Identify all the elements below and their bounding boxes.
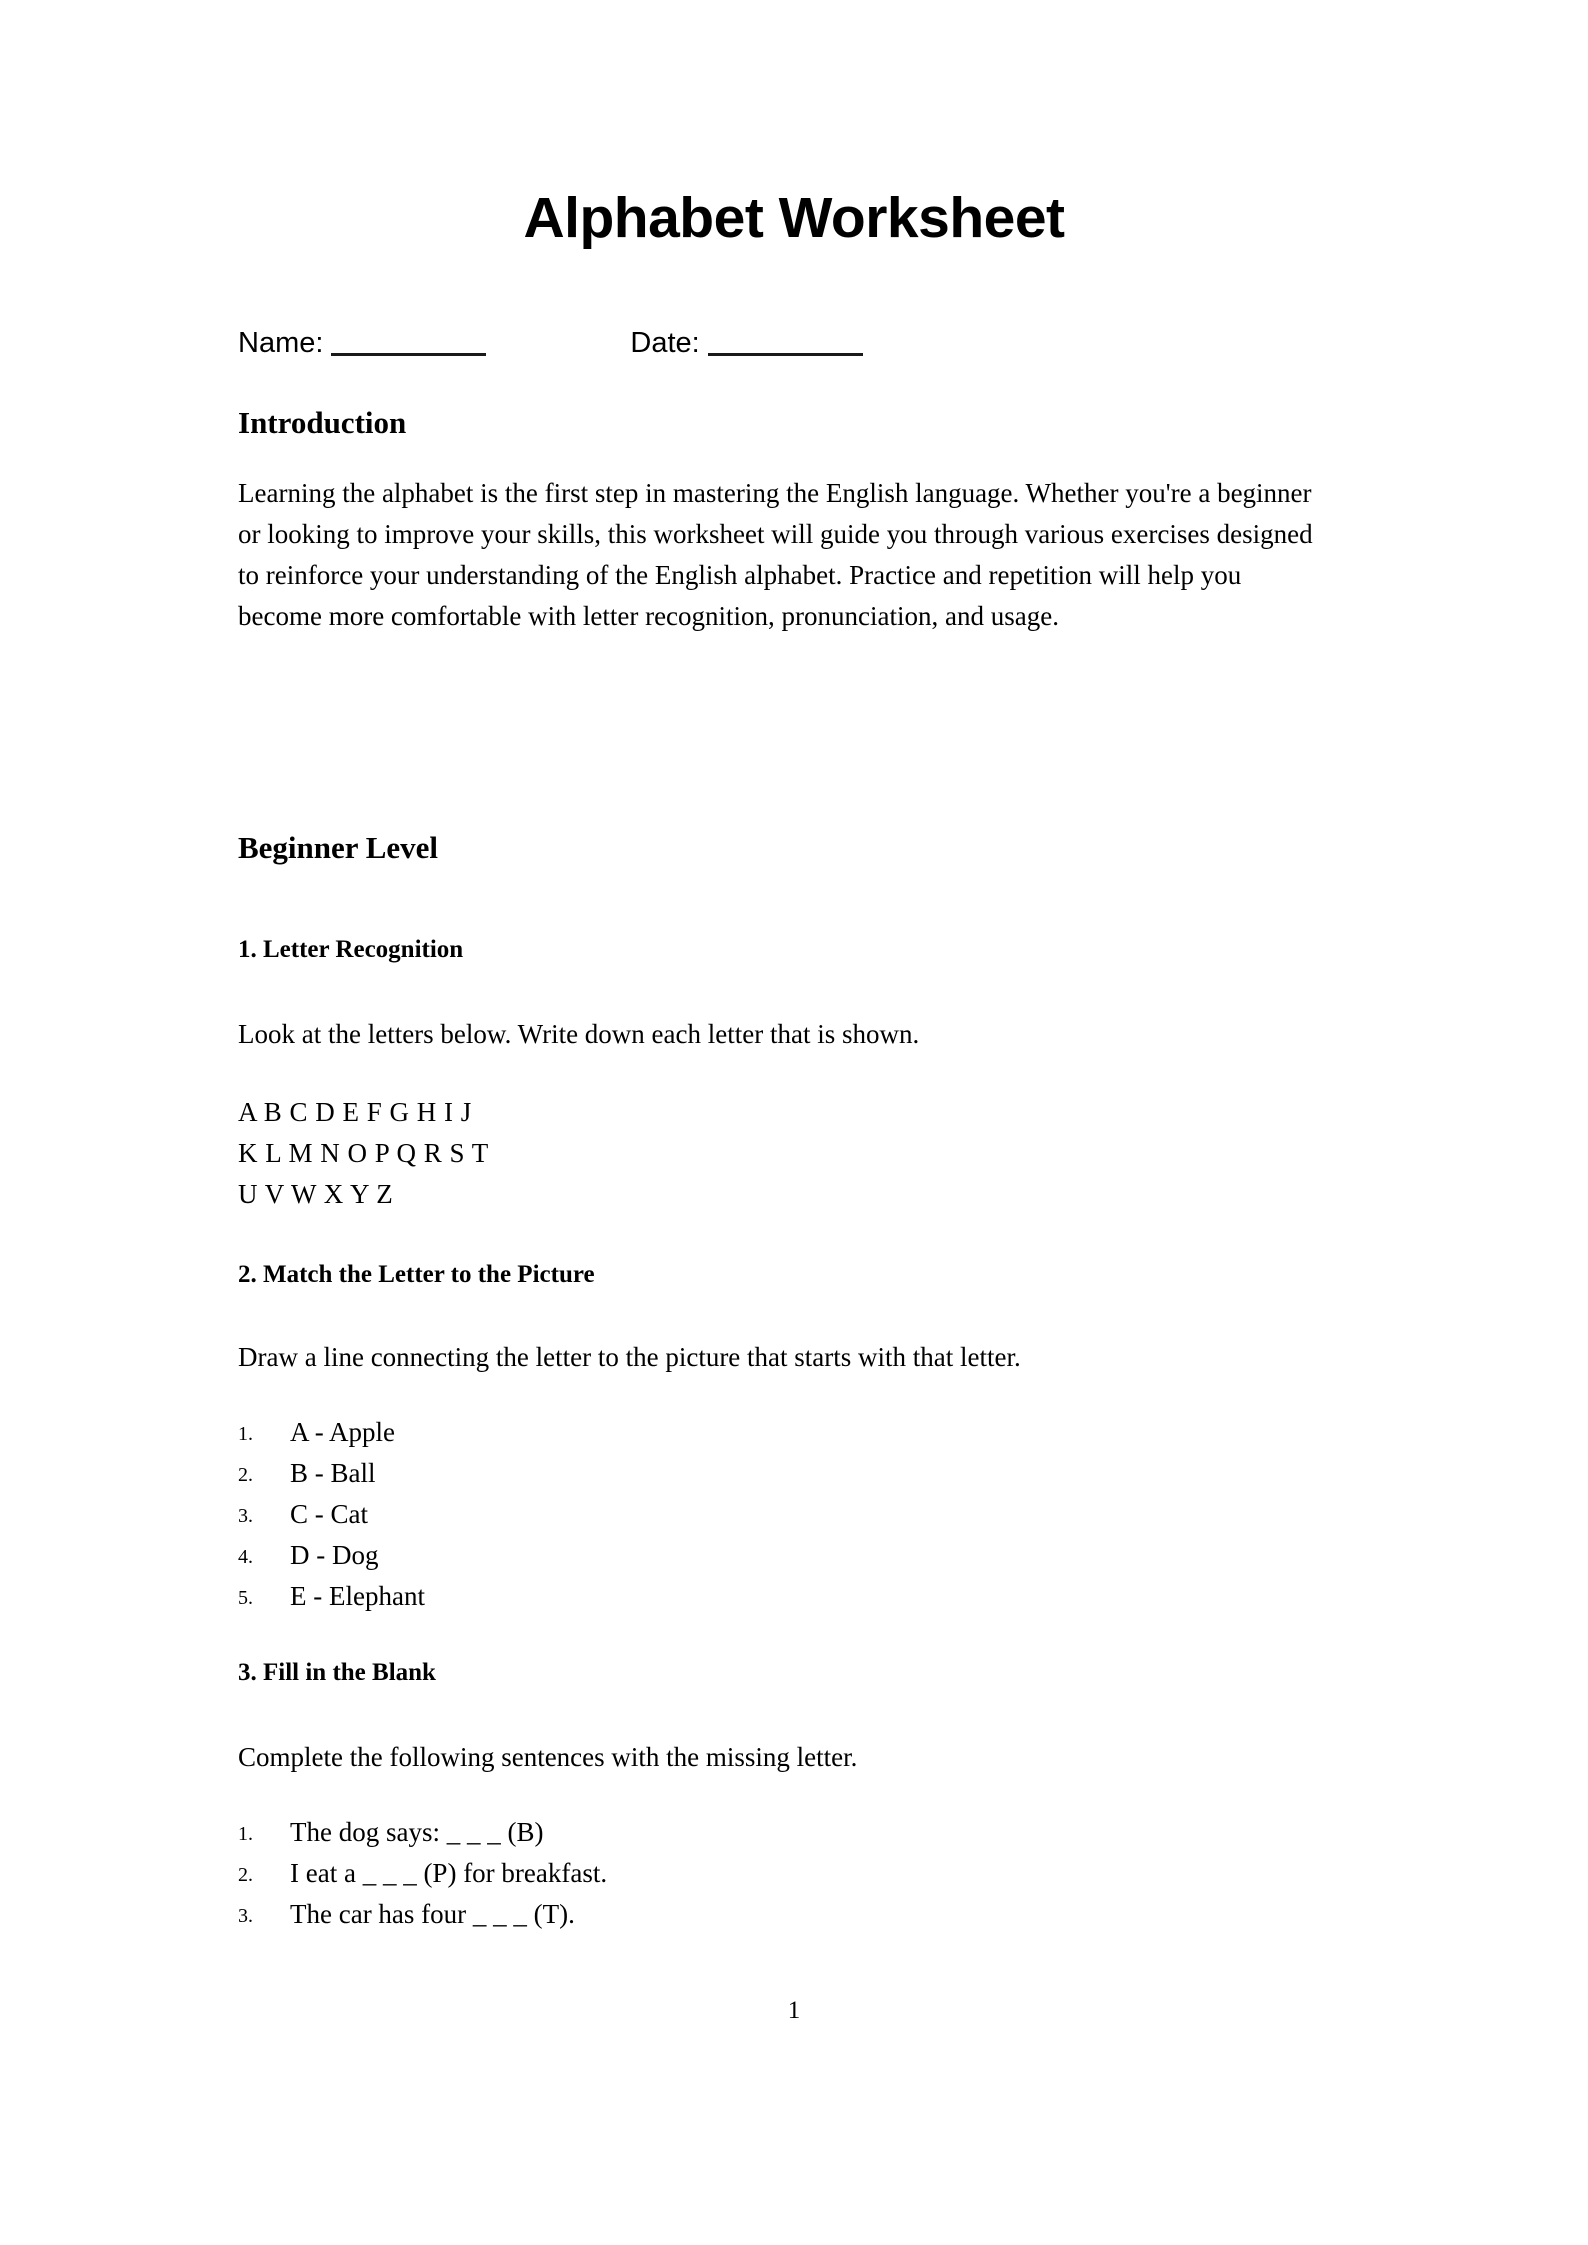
list-item xyxy=(238,1453,425,1494)
list-marker: 5. xyxy=(238,1587,253,1609)
name-label: Name: xyxy=(238,327,324,359)
list-marker: 2. xyxy=(238,1464,253,1486)
list-item-text: D - Dog xyxy=(290,1540,379,1570)
list-item-text: B - Ball xyxy=(290,1458,376,1488)
list-marker: 1. xyxy=(238,1823,253,1845)
date-label: Date: xyxy=(630,327,700,359)
list-marker: 3. xyxy=(238,1905,253,1927)
alphabet-row: U V W X Y Z xyxy=(238,1179,394,1209)
alphabet-letters-block xyxy=(238,1092,489,1215)
list-item xyxy=(238,1494,425,1535)
introduction-heading: Introduction xyxy=(238,405,407,440)
list-item xyxy=(238,1535,425,1576)
list-marker: 2. xyxy=(238,1864,253,1886)
introduction-paragraph: Learning the alphabet is the first step in mastering the English language. Whether you're a beginner or looking to improve your skills, this worksheet will guide you through various exercises designed to reinforce your understanding of the English alphabet. Practice and repetition will help you become more comfortable with letter recognition, pronunciation, and usage. xyxy=(238,478,1313,631)
list-item-text[interactable]: The car has four _ _ _ (T). xyxy=(290,1899,575,1929)
name-field[interactable] xyxy=(238,323,486,363)
exercise-2-instruction: Draw a line connecting the letter to the picture that starts with that letter. xyxy=(238,1342,1021,1372)
alphabet-row: A B C D E F G H I J xyxy=(238,1097,472,1127)
list-marker: 4. xyxy=(238,1546,253,1568)
beginner-level-heading: Beginner Level xyxy=(238,830,439,865)
list-item-text: A - Apple xyxy=(290,1417,395,1447)
page-title: Alphabet Worksheet xyxy=(523,186,1065,250)
list-item xyxy=(238,1894,607,1935)
exercise-3-heading: 3. Fill in the Blank xyxy=(238,1659,436,1686)
list-item-text[interactable]: The dog says: _ _ _ (B) xyxy=(290,1817,544,1847)
name-date-row xyxy=(238,323,1348,367)
list-item xyxy=(238,1412,425,1453)
name-blank-line[interactable] xyxy=(331,331,486,356)
fill-in-blank-list xyxy=(238,1812,607,1935)
list-item xyxy=(238,1812,607,1853)
list-item xyxy=(238,1853,607,1894)
list-item xyxy=(238,1576,425,1617)
list-marker: 1. xyxy=(238,1423,253,1445)
list-marker: 3. xyxy=(238,1505,253,1527)
list-item-text[interactable]: I eat a _ _ _ (P) for breakfast. xyxy=(290,1858,608,1888)
exercise-3-instruction: Complete the following sentences with the missing letter. xyxy=(238,1742,858,1772)
page-number: 1 xyxy=(787,1997,801,2024)
exercise-2-heading: 2. Match the Letter to the Picture xyxy=(238,1261,595,1288)
list-item-text: E - Elephant xyxy=(290,1581,425,1611)
list-item-text: C - Cat xyxy=(290,1499,368,1529)
date-field[interactable] xyxy=(630,323,862,363)
match-letter-list xyxy=(238,1412,425,1617)
date-blank-line[interactable] xyxy=(708,331,863,356)
alphabet-row: K L M N O P Q R S T xyxy=(238,1138,489,1168)
exercise-1-instruction: Look at the letters below. Write down each letter that is shown. xyxy=(238,1019,920,1049)
exercise-1-heading: 1. Letter Recognition xyxy=(238,936,464,963)
